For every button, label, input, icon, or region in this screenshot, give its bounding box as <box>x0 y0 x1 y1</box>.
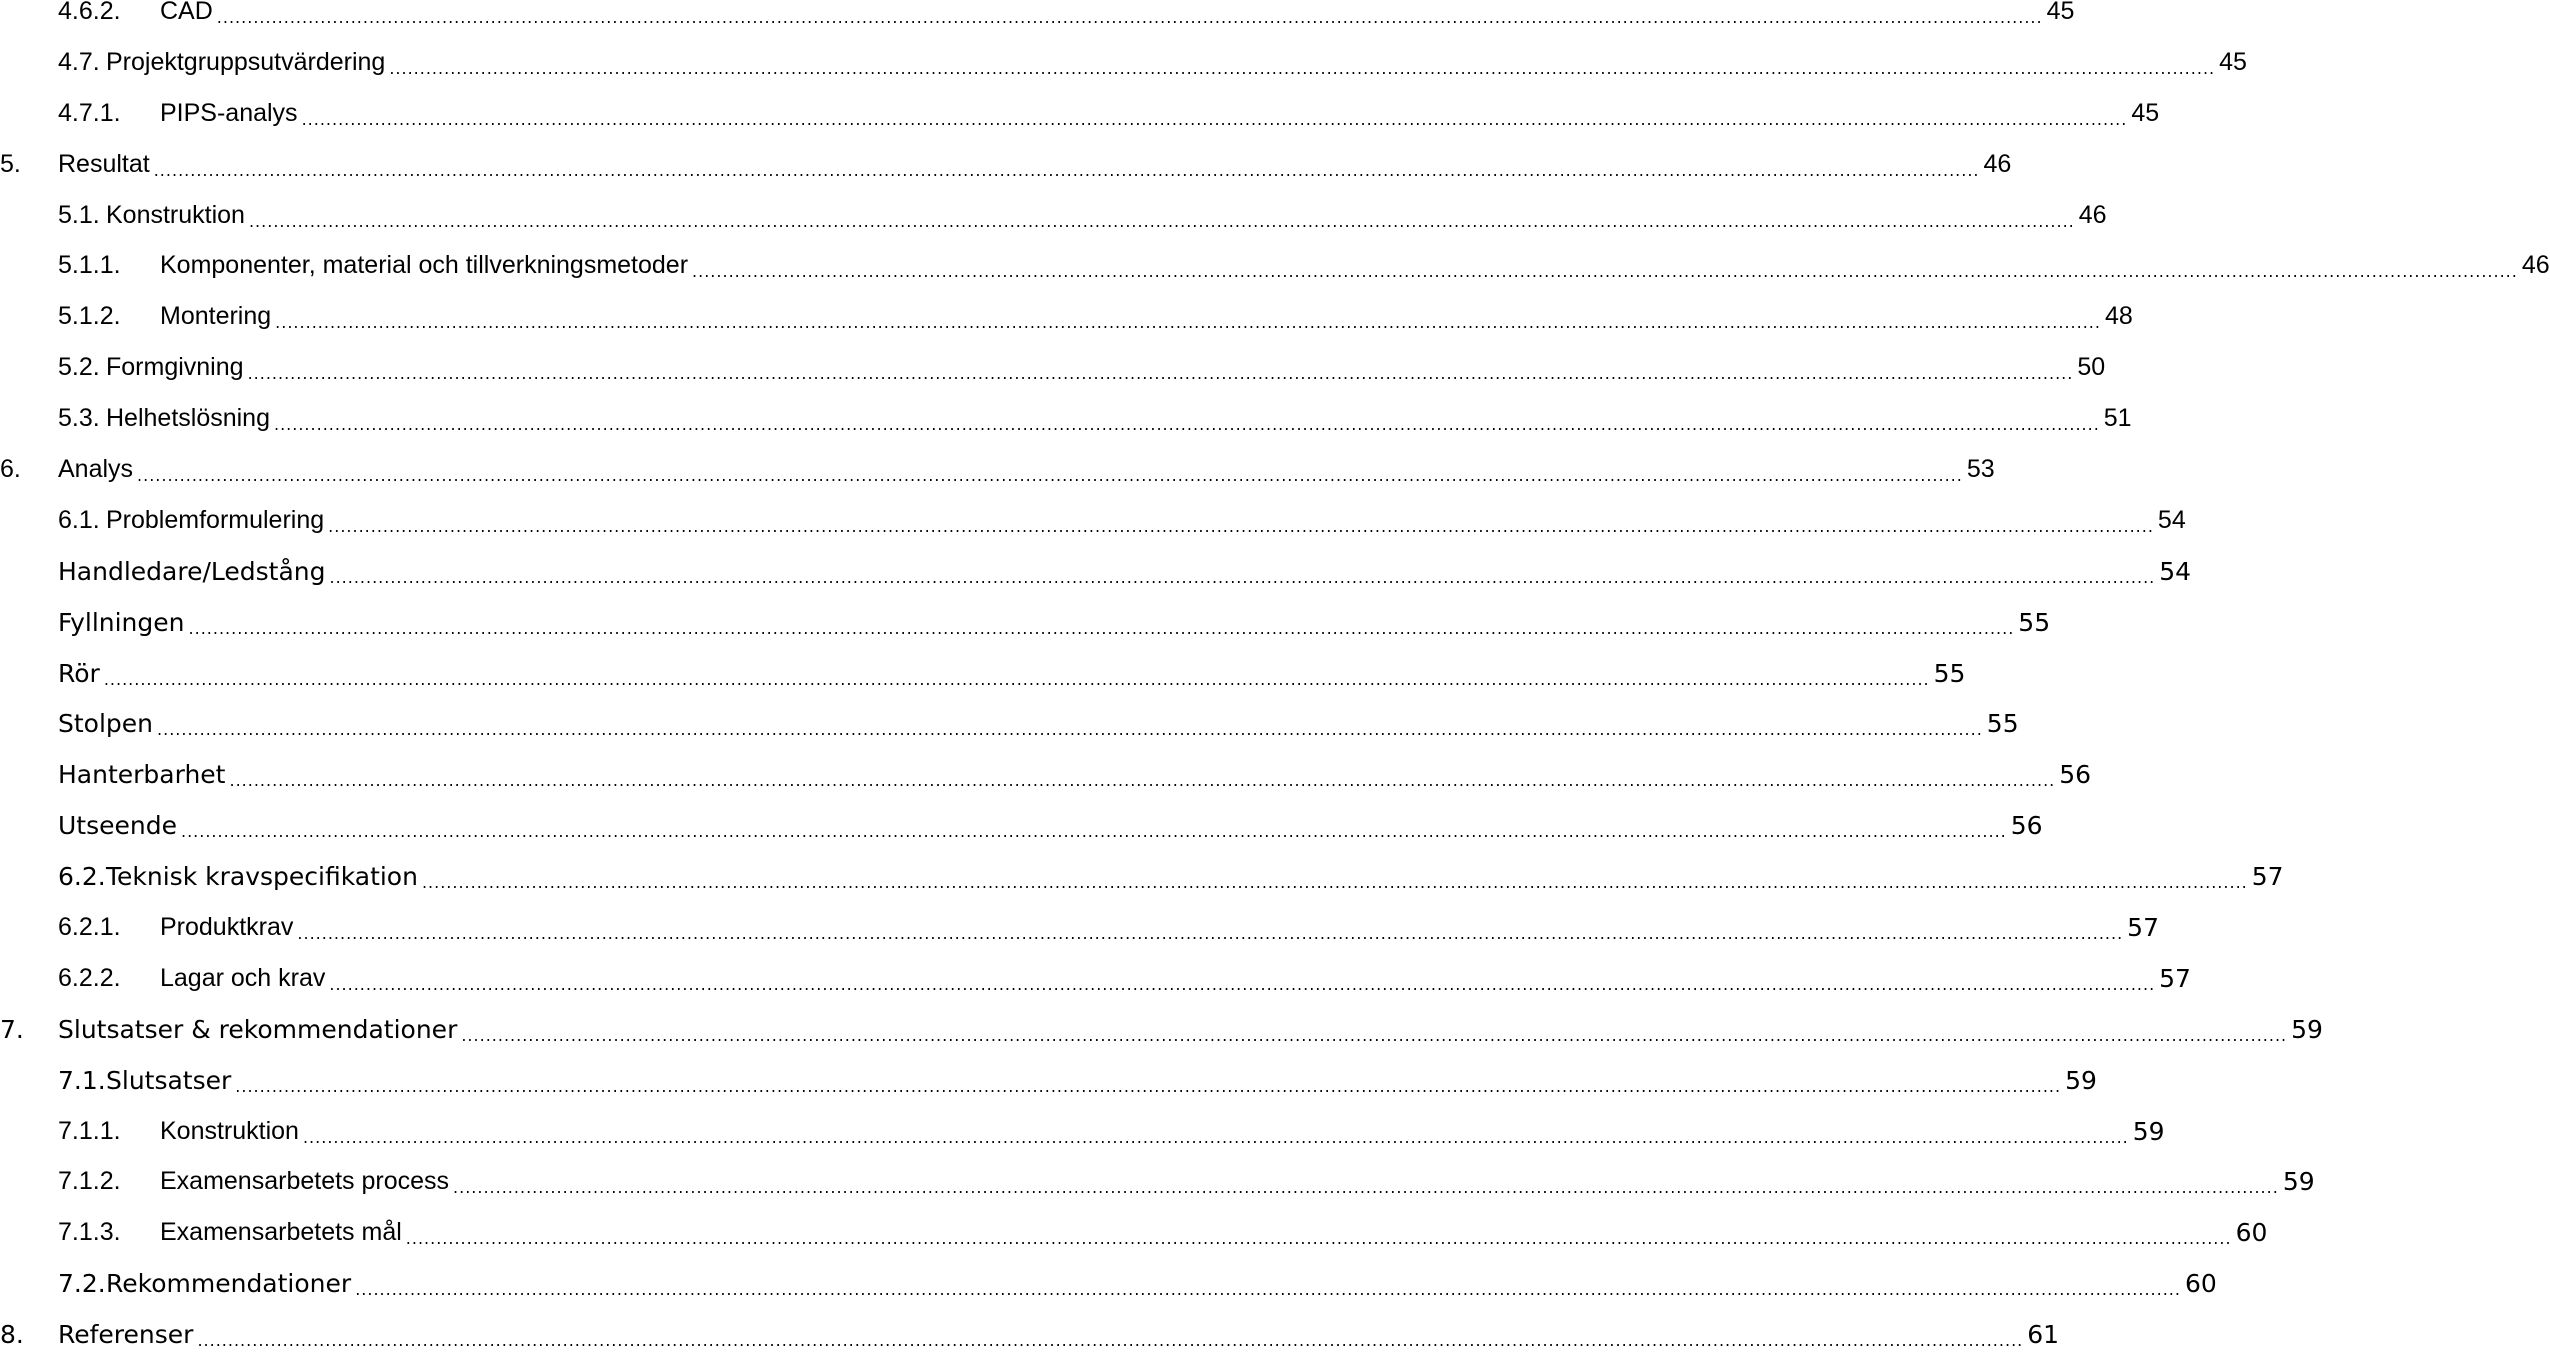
toc-section-title: Rör <box>58 658 100 688</box>
toc-section-number: 5.1.2. <box>58 302 121 331</box>
toc-dot-leader: ............................................................................................................................................................................................................................................................................................................ <box>328 516 2154 536</box>
toc-dot-leader: ............................................................................................................................................................................................................................................................................................................ <box>329 567 2156 587</box>
toc-page-number: 48 <box>2104 302 2133 331</box>
toc-page-number: 56 <box>2010 811 2043 841</box>
toc-section-title: CAD <box>160 0 213 25</box>
toc-entry[interactable] <box>0 190 2107 241</box>
toc-section-title: Hanterbarhet <box>58 760 226 790</box>
toc-page-number: 56 <box>2059 760 2092 790</box>
toc-page-number: 57 <box>2251 862 2284 892</box>
toc-section-number: 5.2. <box>58 353 100 382</box>
toc-dot-leader: ............................................................................................................................................................................................................................................................................................................ <box>329 974 2156 994</box>
toc-section-number: 6.1. <box>58 505 100 534</box>
toc-dot-leader: ............................................................................................................................................................................................................................................................................................................ <box>453 1178 2279 1198</box>
toc-page-number: 54 <box>2157 505 2186 534</box>
toc-section-title: Lagar och krav <box>160 963 326 992</box>
toc-section-title: Formgivning <box>106 353 244 382</box>
toc-section-title: Teknisk kravspecifikation <box>106 862 418 892</box>
toc-page-number: 55 <box>1986 709 2019 739</box>
toc-page-number: 50 <box>2077 353 2106 382</box>
toc-section-title: Handledare/Ledstång <box>58 556 326 586</box>
toc-dot-leader: ............................................................................................................................................................................................................................................................................................................ <box>235 1076 2062 1096</box>
toc-section-number: 6. <box>0 454 21 483</box>
toc-dot-leader: ............................................................................................................................................................................................................................................................................................................ <box>355 1280 2181 1300</box>
toc-section-number: 6.2.2. <box>58 963 121 992</box>
toc-section-title: Fyllningen <box>58 607 185 637</box>
toc-entry[interactable] <box>0 1309 2060 1360</box>
toc-section-title: PIPS-analys <box>160 98 298 127</box>
toc-entry[interactable] <box>0 495 2186 546</box>
toc-page-number: 54 <box>2159 556 2192 586</box>
toc-dot-leader: ............................................................................................................................................................................................................................................................................................................ <box>197 1331 2024 1351</box>
toc-dot-leader: ............................................................................................................................................................................................................................................................................................................ <box>405 1229 2232 1249</box>
toc-dot-leader: ............................................................................................................................................................................................................................................................................................................ <box>389 58 2216 78</box>
toc-section-title: Resultat <box>58 149 150 178</box>
toc-dot-leader: ............................................................................................................................................................................................................................................................................................................ <box>302 1127 2129 1147</box>
toc-entry[interactable] <box>0 698 2019 749</box>
toc-section-number: 5.1.1. <box>58 251 121 280</box>
toc-entry[interactable] <box>0 1207 2268 1258</box>
toc-entry[interactable] <box>0 139 2012 190</box>
toc-entry[interactable] <box>0 342 2106 393</box>
toc-entry[interactable] <box>0 749 2092 800</box>
toc-section-title: Examensarbetets mål <box>160 1218 402 1247</box>
toc-entry[interactable] <box>0 1055 2097 1106</box>
toc-page-number: 45 <box>2219 47 2247 76</box>
toc-entry[interactable] <box>0 851 2284 902</box>
toc-dot-leader: ............................................................................................................................................................................................................................................................................................................ <box>137 465 1963 485</box>
toc-section-number: 7.1. <box>58 1065 106 1095</box>
toc-page-number: 45 <box>2131 98 2160 127</box>
toc-section-number: 4.7. <box>58 47 100 76</box>
toc-section-number: 5. <box>0 149 21 178</box>
toc-section-number: 5.3. <box>58 404 100 433</box>
toc-entry[interactable] <box>0 240 2550 291</box>
toc-section-title: Helhetslösning <box>106 404 270 433</box>
toc-entry[interactable] <box>0 597 2051 648</box>
toc-dot-leader: ............................................................................................................................................................................................................................................................................................................ <box>248 211 2075 231</box>
toc-dot-leader: ............................................................................................................................................................................................................................................................................................................ <box>275 313 2101 333</box>
toc-page-number: 60 <box>2184 1269 2217 1299</box>
toc-page-number: 59 <box>2291 1014 2323 1044</box>
toc-dot-leader: ............................................................................................................................................................................................................................................................................................................ <box>247 364 2074 384</box>
toc-dot-leader: ............................................................................................................................................................................................................................................................................................................ <box>188 618 2015 638</box>
toc-dot-leader: ............................................................................................................................................................................................................................................................................................................ <box>461 1025 2288 1045</box>
toc-section-title: Produktkrav <box>160 912 294 941</box>
toc-section-number: 7. <box>0 1014 24 1044</box>
toc-dot-leader: ............................................................................................................................................................................................................................................................................................................ <box>301 109 2128 129</box>
toc-entry[interactable] <box>0 953 2191 1004</box>
toc-section-title: Stolpen <box>58 709 154 739</box>
toc-page-number: 59 <box>2132 1116 2165 1146</box>
toc-page-number: 59 <box>2282 1167 2315 1197</box>
toc-entry[interactable] <box>0 1258 2217 1309</box>
toc-entry[interactable] <box>0 800 2043 851</box>
toc-dot-leader: ............................................................................................................................................................................................................................................................................................................ <box>180 822 2007 842</box>
toc-dot-leader: ............................................................................................................................................................................................................................................................................................................ <box>274 415 2100 435</box>
toc-entry[interactable] <box>0 1106 2165 1157</box>
toc-section-number: 6.2.1. <box>58 912 121 941</box>
toc-page-number: 46 <box>2521 251 2550 280</box>
toc-section-title: Projektgruppsutvärdering <box>106 47 386 76</box>
toc-page-number: 61 <box>2027 1320 2060 1350</box>
toc-section-number: 7.1.1. <box>58 1116 121 1145</box>
toc-page-number: 46 <box>2078 200 2107 229</box>
toc-page-number: 59 <box>2065 1065 2097 1095</box>
toc-section-title: Komponenter, material och tillverkningsmetoder <box>160 251 689 280</box>
toc-section-title: Utseende <box>58 811 177 841</box>
toc-dot-leader: ............................................................................................................................................................................................................................................................................................................ <box>692 262 2518 282</box>
toc-section-number: 7.1.2. <box>58 1167 121 1196</box>
toc-dot-leader: ............................................................................................................................................................................................................................................................................................................ <box>229 771 2056 791</box>
toc-section-title: Rekommendationer <box>106 1269 352 1299</box>
toc-section-title: Analys <box>58 454 134 483</box>
toc-section-title: Konstruktion <box>160 1116 299 1145</box>
toc-section-number: 7.1.3. <box>58 1218 121 1247</box>
toc-page-number: 45 <box>2046 0 2075 25</box>
toc-section-number: 8. <box>0 1320 24 1350</box>
toc-entry[interactable] <box>0 37 2247 88</box>
toc-section-number: 6.2. <box>58 862 106 892</box>
toc-entry[interactable] <box>0 1156 2315 1207</box>
toc-entry[interactable] <box>0 88 2160 139</box>
toc-section-number: 4.7.1. <box>58 98 121 127</box>
toc-entry[interactable] <box>0 393 2132 444</box>
toc-entry[interactable] <box>0 648 1966 699</box>
toc-section-title: Montering <box>160 302 272 331</box>
toc-page-number: 57 <box>2159 963 2191 993</box>
toc-dot-leader: ............................................................................................................................................................................................................................................................................................................ <box>216 7 2043 27</box>
toc-page-number: 55 <box>1933 658 1966 688</box>
toc-section-title: Konstruktion <box>106 200 245 229</box>
toc-entry[interactable] <box>0 546 2192 597</box>
toc-dot-leader: ............................................................................................................................................................................................................................................................................................................ <box>421 873 2248 893</box>
toc-section-number: 4.6.2. <box>58 0 121 25</box>
toc-entry[interactable] <box>0 0 2075 37</box>
toc-page-number: 57 <box>2127 912 2159 942</box>
toc-page-number: 55 <box>2018 607 2051 637</box>
toc-page-number: 60 <box>2235 1218 2268 1248</box>
toc-section-title: Referenser <box>58 1320 194 1350</box>
toc-dot-leader: ............................................................................................................................................................................................................................................................................................................ <box>103 669 1930 689</box>
toc-entry[interactable] <box>0 1004 2323 1055</box>
toc-page-number: 51 <box>2103 404 2132 433</box>
toc-section-title: Examensarbetets process <box>160 1167 450 1196</box>
toc-page-number: 46 <box>1983 149 2012 178</box>
toc-dot-leader: ............................................................................................................................................................................................................................................................................................................ <box>157 720 1983 740</box>
toc-entry[interactable] <box>0 291 2133 342</box>
toc-section-title: Slutsatser <box>106 1065 232 1095</box>
toc-section-number: 5.1. <box>58 200 100 229</box>
toc-section-title: Problemformulering <box>106 505 325 534</box>
toc-section-number: 7.2. <box>58 1269 106 1299</box>
toc-entry[interactable] <box>0 444 1995 495</box>
toc-dot-leader: ............................................................................................................................................................................................................................................................................................................ <box>297 923 2124 943</box>
toc-entry[interactable] <box>0 902 2159 953</box>
toc-section-title: Slutsatser & rekommendationer <box>58 1014 458 1044</box>
toc-page-number: 53 <box>1966 454 1995 483</box>
toc-dot-leader: ............................................................................................................................................................................................................................................................................................................ <box>153 160 1980 180</box>
